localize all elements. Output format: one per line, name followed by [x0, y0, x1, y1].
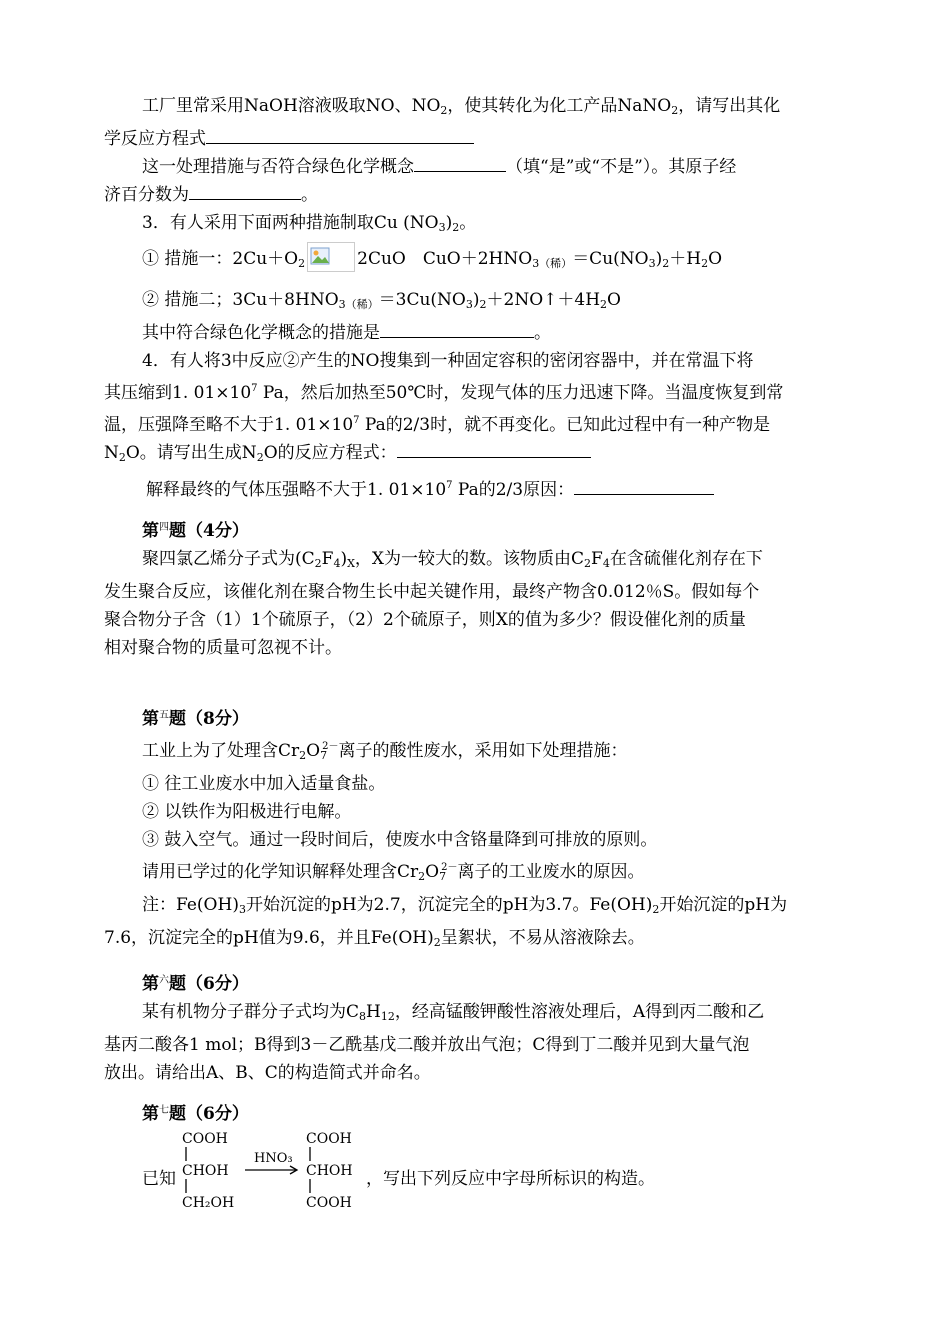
text-line: 济百分数为 。: [104, 181, 849, 209]
text-line: ① 往工业废水中加入适量食盐。: [142, 774, 386, 794]
question-heading: 第$^四$题（4分）: [142, 521, 249, 541]
right-molecule-c3: COOH: [306, 1195, 352, 1211]
document-page: [104, 92, 849, 1220]
text-line: 聚四氯乙烯分子式为$(C_2F_4)_X$，X为一较大的数。该物质由$C_2F_4$在含硫催化剂存在下: [142, 549, 763, 570]
answer-blank[interactable]: [574, 476, 714, 495]
text-line: ③ 鼓入空气。通过一段时间后，使废水中含铬量降到可排放的原则。: [142, 830, 658, 850]
question-heading: 第$^七$题（6分）: [142, 1104, 249, 1124]
text-line: 3．有人采用下面两种措施制取Cu $(NO_3)_2$。: [142, 213, 477, 234]
text-line: 放出。请给出A、B、C的构造简式并命名。: [104, 1063, 431, 1083]
text-line: 解释最终的气体压强略不大于1. $01\times 10^7$ Pa的2/3原因：: [104, 472, 849, 504]
reagent-label: HNO₃: [254, 1151, 293, 1166]
answer-blank[interactable]: [414, 153, 506, 172]
text-line: 工业上为了处理含$Cr_2O_7^{2-}$离子的酸性废水，采用如下处理措施：: [142, 741, 628, 762]
text-line: 请用已学过的化学知识解释处理含$Cr_2O_7^{2-}$离子的工业废水的原因。: [142, 862, 645, 883]
question-heading: 第$^五$题（8分）: [142, 709, 249, 729]
answer-blank[interactable]: [189, 181, 301, 200]
text-line: 其中符合绿色化学概念的措施是 。: [104, 319, 849, 347]
text-line: 温，压强降至略不大于1. $01\times 10^7$ Pa的2/3时，就不再变化。已知此过程中有一种产物是: [104, 415, 771, 435]
question-heading: 第$^六$题（6分）: [142, 974, 249, 994]
text-line: 学反应方程式: [104, 125, 849, 153]
left-molecule-c1: COOH: [182, 1131, 228, 1147]
text-line: ② 措施二；$3Cu+8HNO_{3(稀)}=3Cu(NO_3)_2+2NO↑+4H_2O$: [142, 290, 621, 311]
reaction-scheme: [104, 1128, 849, 1220]
known-label: 已知: [142, 1169, 176, 1189]
text-line: $N_2O$。请写出生成$N_2O$的反应方程式：: [104, 439, 849, 472]
text-line: 注：$Fe(OH)_3$开始沉淀的pH为2.7，沉淀完全的pH为3.7。$Fe(OH)_2$开始沉淀的pH为: [142, 895, 788, 916]
text-line: ① 措施一：$2Cu+O_2$ 2CuO $CuO+2HNO_{3(稀)}=Cu(NO_3)_2+H_2O$: [104, 242, 849, 286]
text-line: 某有机物分子群分子式均为$C_8H_{12}$，经高锰酸钾酸性溶液处理后，A得到丙二酸和乙: [142, 1002, 765, 1023]
text-line: 相对聚合物的质量可忽视不计。: [104, 638, 342, 658]
text-line: 7.6，沉淀完全的pH值为9.6，并且$Fe(OH)_2$呈絮状，不易从溶液除去。: [104, 928, 645, 949]
instruction-text: ，写出下列反应中字母所标识的构造。: [366, 1169, 655, 1189]
broken-image-icon: [307, 242, 355, 272]
text-line: 聚合物分子含（1）1个硫原子，（2）2个硫原子，则X的值为多少？假设催化剂的质量: [104, 610, 746, 630]
answer-blank[interactable]: [397, 439, 591, 458]
text-line: ② 以铁作为阳极进行电解。: [142, 802, 352, 822]
right-molecule-c2: CHOH: [306, 1163, 353, 1179]
right-molecule-c1: COOH: [306, 1131, 352, 1147]
text-line: 4．有人将3中反应②产生的NO搜集到一种固定容积的密闭容器中，并在常温下将: [142, 351, 754, 371]
text-line: 这一处理措施与否符合绿色化学概念 （填“是”或“不是”）。其原子经: [104, 153, 849, 181]
text-line: 发生聚合反应，该催化剂在聚合物生长中起关键作用，最终产物含0.012％S。假如每个: [104, 582, 760, 602]
text-line: 工厂里常采用NaOH溶液吸取NO、$NO_2$，使其转化为化工产品NaNO$_2$，请写出其化: [142, 96, 781, 117]
text-line: 其压缩到1. $01\times 10^7$ Pa，然后加热至50℃时，发现气体的压力迅速下降。当温度恢复到常: [104, 383, 784, 403]
left-molecule-c2: CHOH: [182, 1163, 229, 1179]
reaction-diagram: [104, 1128, 704, 1220]
left-molecule-c3: CH₂OH: [182, 1195, 235, 1211]
answer-blank[interactable]: [206, 125, 474, 144]
answer-blank[interactable]: [380, 319, 534, 338]
text-line: 基丙二酸各1 mol；B得到3－乙酰基戊二酸并放出气泡；C得到丁二酸并见到大量气泡: [104, 1035, 750, 1055]
